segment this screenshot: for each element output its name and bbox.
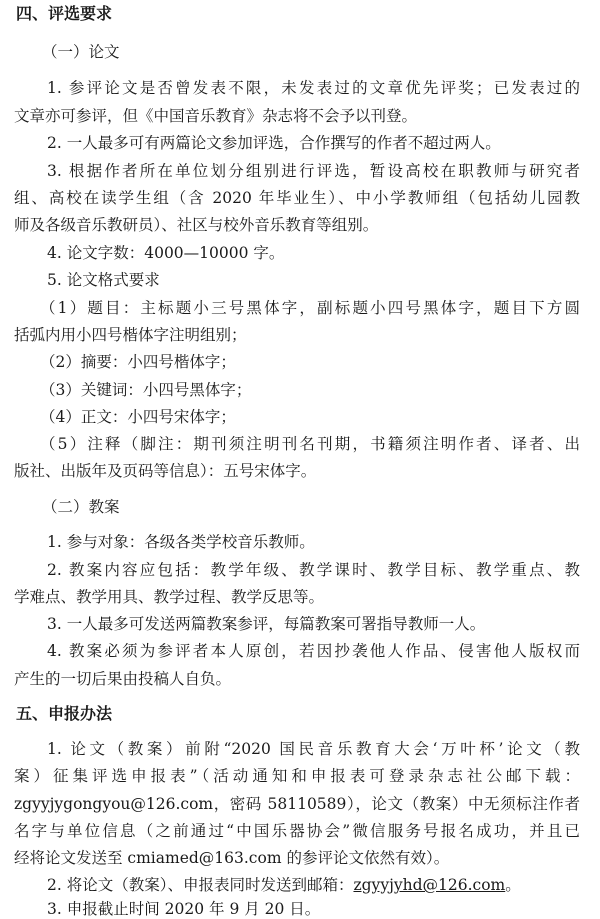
submit-item-1-line-3: zgyyjygongyou@126.com，密码 58110589），论文（教案）中无须标注作者 xyxy=(14,795,580,813)
thesis-item-3-line-2: 组、高校在读学生组（含 2020 年毕业生）、中小学教师组（包括幼儿园教 xyxy=(14,189,580,207)
section-5-title: 五、申报办法 xyxy=(16,704,113,723)
section-4-title: 四、评选要求 xyxy=(16,4,113,23)
lesson-item-2-line-2: 学难点、教学用具、教学过程、教学反思等。 xyxy=(14,588,325,606)
lesson-item-1: 1. 参与对象：各级各类学校音乐教师。 xyxy=(47,533,315,551)
format-notes-line-2: 版社、出版年及页码等信息）：五号宋体字。 xyxy=(14,462,317,480)
thesis-item-2: 2. 一人最多可有两篇论文参加评选，合作撰写的作者不超过两人。 xyxy=(47,134,501,152)
thesis-item-1-line-2: 文章亦可参评，但《中国音乐教育》杂志将不会予以刊登。 xyxy=(14,107,418,125)
submit-item-1-line-1: 1. 论文（教案）前附“2020 国民音乐教育大会‘万叶杯’论文（教 xyxy=(47,740,580,758)
format-title-line-1: （1）题目：主标题小三号黑体字，副标题小四号黑体字，题目下方圆 xyxy=(40,299,580,317)
submit-item-2-end: 。 xyxy=(505,876,521,894)
thesis-item-4: 4. 论文字数：4000—10000 字。 xyxy=(47,244,285,262)
format-notes-line-1: （5）注释（脚注：期刊须注明刊名刊期，书籍须注明作者、译者、出 xyxy=(40,435,580,453)
format-title-line-2: 括弧内用小四号楷体字注明组别； xyxy=(14,326,247,344)
submit-item-2 xyxy=(47,875,521,895)
submit-item-1-line-2: 案）征集评选申报表”（活动通知和申报表可登录杂志社公邮下载： xyxy=(14,767,580,785)
thesis-item-5: 5. 论文格式要求 xyxy=(47,271,160,289)
format-keywords: （3）关键词：小四号黑体字； xyxy=(40,381,252,399)
submit-item-1-line-5: 经将论文发送至 cmiamed@163.com 的参评论文依然有效）。 xyxy=(14,849,450,867)
subsection-thesis-title: （一）论文 xyxy=(42,43,120,61)
submit-email-link[interactable]: zgyyjyhd@126.com xyxy=(353,876,506,894)
lesson-item-4-line-1: 4. 教案必须为参评者本人原创，若因抄袭他人作品、侵害他人版权而 xyxy=(47,642,580,660)
submit-item-3: 3. 申报截止时间 2020 年 9 月 20 日。 xyxy=(47,900,321,918)
lesson-item-2-line-1: 2. 教案内容应包括：教学年级、教学课时、教学目标、教学重点、教 xyxy=(47,561,580,579)
submit-item-2-text: 2. 将论文（教案）、申报表同时发送到邮箱： xyxy=(47,876,354,894)
lesson-item-4-line-2: 产生的一切后果由投稿人自负。 xyxy=(14,670,232,688)
thesis-item-3-line-3: 师及各级音乐教研员）、社区与校外音乐教育等组别。 xyxy=(14,216,379,234)
thesis-item-3-line-1: 3. 根据作者所在单位划分组别进行评选，暂设高校在职教师与研究者 xyxy=(47,162,580,180)
format-body: （4）正文：小四号宋体字； xyxy=(40,408,236,426)
submit-item-1-line-4: 名字与单位信息（之前通过“中国乐器协会”微信服务号报名成功，并且已 xyxy=(14,822,580,840)
subsection-lesson-plan-title: （二）教案 xyxy=(42,498,120,516)
thesis-item-1-line-1: 1. 参评论文是否曾发表不限，未发表过的文章优先评奖；已发表过的 xyxy=(47,79,580,97)
lesson-item-3: 3. 一人最多可发送两篇教案参评，每篇教案可署指导教师一人。 xyxy=(47,615,486,633)
format-abstract: （2）摘要：小四号楷体字； xyxy=(40,353,236,371)
